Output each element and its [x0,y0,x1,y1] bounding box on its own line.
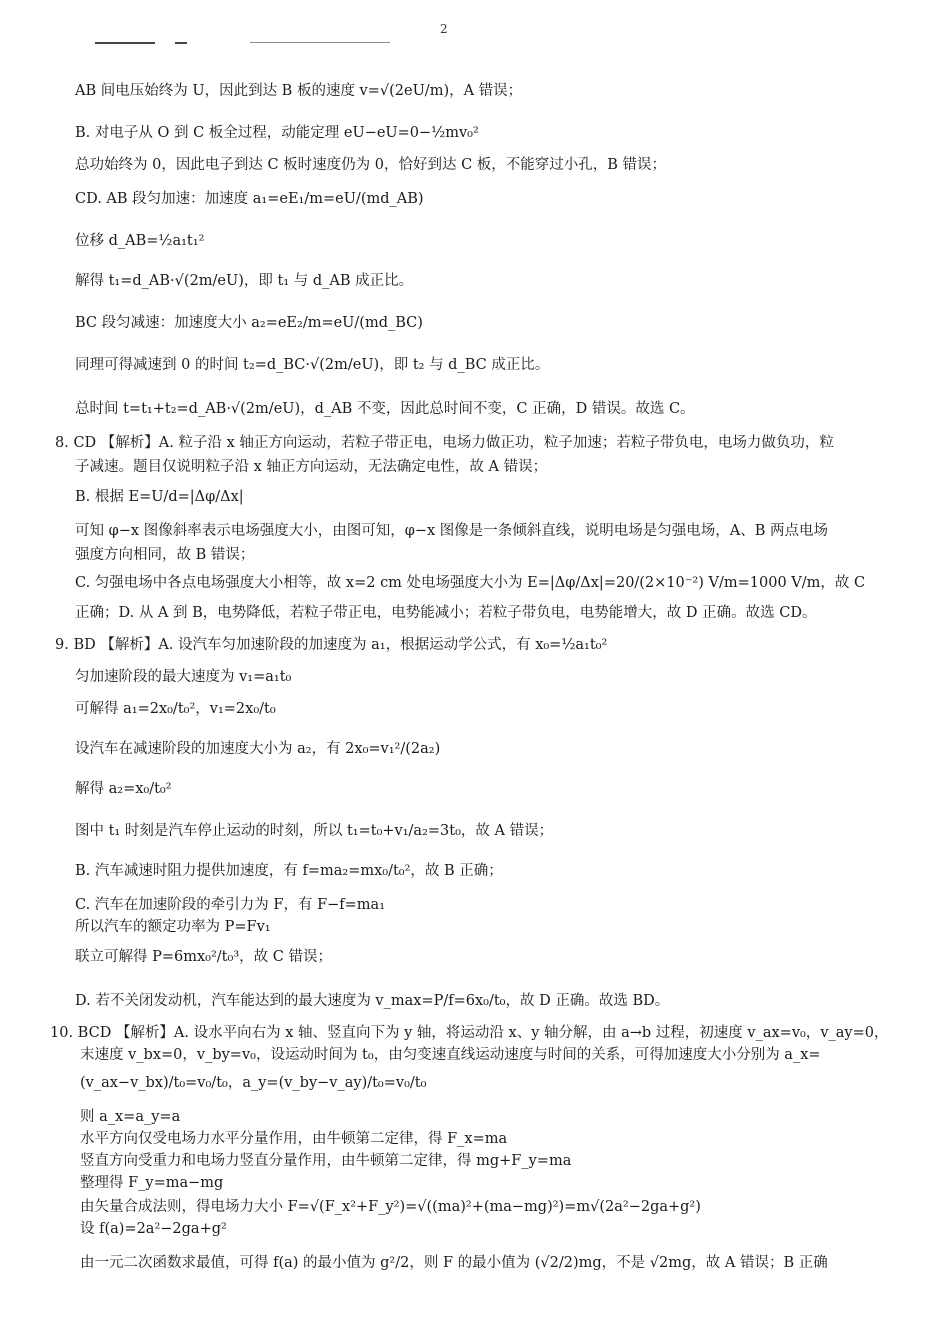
text-line: B. 根据 E=U/d=|Δφ/Δx| [75,489,244,505]
text-line: 设 f(a)=2a²−2ga+g² [80,1221,227,1237]
text-line: 匀加速阶段的最大速度为 v₁=a₁t₀ [75,669,292,685]
text-line: 则 a_x=a_y=a [80,1109,181,1125]
text-line: 可解得 a₁=2x₀/t₀²，v₁=2x₀/t₀ [75,701,276,717]
text-line: 10. BCD 【解析】A. 设水平向右为 x 轴、竖直向下为 y 轴，将运动沿 x、y 轴分解，由 a→b 过程，初速度 v_ax=v₀，v_ay=0， [50,1025,889,1041]
text-line: 解得 t₁=d_AB·√(2m/eU)，即 t₁ 与 d_AB 成正比。 [75,273,414,289]
text-line: 8. CD 【解析】A. 粒子沿 x 轴正方向运动，若粒子带正电，电场力做正功，粒子加速；若粒子带负电，电场力做负功，粒 [55,435,834,451]
text-line: 位移 d_AB=½a₁t₁² [75,233,205,249]
text-line: 设汽车在减速阶段的加速度大小为 a₂，有 2x₀=v₁²/(2a₂) [75,741,441,757]
text-line: 由一元二次函数求最值，可得 f(a) 的最小值为 g²/2，则 F 的最小值为 (√2/2)mg，不是 √2mg，故 A 错误；B 正确 [80,1255,828,1271]
text-line: 竖直方向受重力和电场力竖直分量作用，由牛顿第二定律，得 mg+F_y=ma [80,1153,572,1169]
text-line: BC 段匀减速：加速度大小 a₂=eE₂/m=eU/(md_BC) [75,315,423,331]
text-line: CD. AB 段匀加速：加速度 a₁=eE₁/m=eU/(md_AB) [75,191,424,207]
text-line: D. 若不关闭发动机，汽车能达到的最大速度为 v_max=P/f=6x₀/t₀，故 D 正确。故选 BD。 [75,993,670,1009]
text-line: 由矢量合成法则，得电场力大小 F=√(F_x²+F_y²)=√((ma)²+(ma−mg)²)=m√(2a²−2ga+g²) [80,1199,701,1215]
text-line: 子减速。题目仅说明粒子沿 x 轴正方向运动，无法确定电性，故 A 错误； [75,459,548,475]
text-line: 强度方向相同，故 B 错误； [75,547,255,563]
text-line: 总功始终为 0，因此电子到达 C 板时速度仍为 0，恰好到达 C 板，不能穿过小孔，B 错误； [75,157,667,173]
header-rule-2 [175,42,187,44]
text-line: C. 汽车在加速阶段的牵引力为 F，有 F−f=ma₁ [75,897,386,913]
header-rule-3 [250,42,390,43]
text-line: 9. BD 【解析】A. 设汽车匀加速阶段的加速度为 a₁，根据运动学公式，有 x₀=½a₁t₀² [55,637,608,653]
text-line: 所以汽车的额定功率为 P=Fv₁ [75,919,271,935]
text-line: 末速度 v_bx=0，v_by=v₀，设运动时间为 t₀，由匀变速直线运动速度与时间的关系，可得加速度大小分别为 a_x= [80,1047,821,1063]
text-line: 可知 φ−x 图像斜率表示电场强度大小，由图可知，φ−x 图像是一条倾斜直线，说明电场是匀强电场，A、B 两点电场 [75,523,829,539]
text-line: 图中 t₁ 时刻是汽车停止运动的时刻，所以 t₁=t₀+v₁/a₂=3t₀，故 A 错误； [75,823,554,839]
text-line: 联立可解得 P=6mx₀²/t₀³，故 C 错误； [75,949,332,965]
text-line: B. 对电子从 O 到 C 板全过程，动能定理 eU−eU=0−½mv₀² [75,125,479,141]
text-line: 整理得 F_y=ma−mg [80,1175,224,1191]
page-header-fragment: 2 [440,22,448,36]
text-line: 同理可得减速到 0 的时间 t₂=d_BC·√(2m/eU)，即 t₂ 与 d_BC 成正比。 [75,357,550,373]
header-rule-1 [95,42,155,44]
text-line: (v_ax−v_bx)/t₀=v₀/t₀，a_y=(v_by−v_ay)/t₀=v₀/t₀ [80,1075,427,1091]
text-line: 正确；D. 从 A 到 B，电势降低，若粒子带正电，电势能减小；若粒子带负电，电势能增大，故 D 正确。故选 CD。 [75,605,817,621]
text-line: 总时间 t=t₁+t₂=d_AB·√(2m/eU)，d_AB 不变，因此总时间不变，C 正确，D 错误。故选 C。 [75,401,695,417]
text-line: 解得 a₂=x₀/t₀² [75,781,172,797]
text-line: AB 间电压始终为 U，因此到达 B 板的速度 v=√(2eU/m)，A 错误； [75,83,523,99]
text-line: 水平方向仅受电场力水平分量作用，由牛顿第二定律，得 F_x=ma [80,1131,508,1147]
text-line: B. 汽车减速时阻力提供加速度，有 f=ma₂=mx₀/t₀²，故 B 正确； [75,863,503,879]
text-line: C. 匀强电场中各点电场强度大小相等，故 x=2 cm 处电场强度大小为 E=|Δφ/Δx|=20/(2×10⁻²) V/m=1000 V/m，故 C [75,575,866,591]
